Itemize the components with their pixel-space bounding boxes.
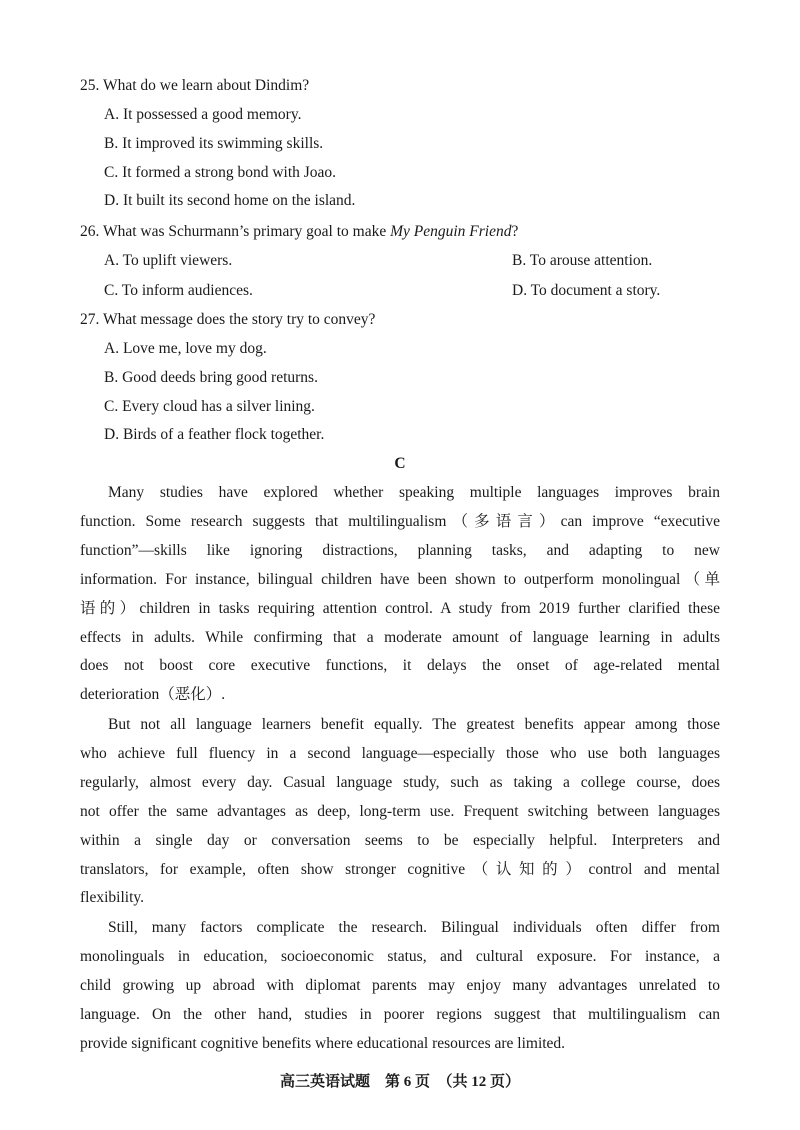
paragraph-line: flexibility.: [80, 889, 144, 907]
stem-text: ?: [511, 223, 519, 240]
page-footer: 高三英语试题 第 6 页 （共 12 页）: [279, 1074, 520, 1090]
paragraph-line: who achieve full fluency in a second language—especially those who use both languages: [80, 744, 720, 762]
paragraph-line: Many studies have explored whether speaking multiple languages improves brain: [108, 484, 720, 501]
question-stem: 25. What do we learn about Dindim?: [80, 77, 310, 94]
option-c: C. Every cloud has a silver lining.: [104, 398, 315, 415]
option-c: C. To inform audiences.: [104, 282, 253, 299]
section-label: C: [394, 455, 406, 472]
option-a: A. To uplift viewers.: [104, 252, 233, 269]
paragraph-line: 语的）children in tasks requiring attention control. A study from 2019 further clarified these: [80, 599, 720, 617]
paragraph-line: function”—skills like ignoring distractions, planning tasks, and adapting to new: [80, 541, 720, 559]
paragraph-line: does not boost core executive functions, it delays the onset of age-related mental: [80, 657, 720, 675]
paragraph-line: translators, for example, often show stronger cognitive（认知的）control and mental: [80, 860, 720, 878]
question-stem: 27. What message does the story try to convey?: [80, 311, 376, 328]
paragraph-line: effects in adults. While confirming that a moderate amount of language learning in adults: [80, 628, 720, 646]
paragraph-line: within a single day or conversation seems to be especially helpful. Interpreters and: [80, 831, 720, 849]
option-a: A. Love me, love my dog.: [104, 340, 267, 357]
option-c: C. It formed a strong bond with Joao.: [104, 164, 337, 181]
option-a: A. It possessed a good memory.: [104, 106, 302, 123]
paragraph-line: child growing up abroad with diplomat parents may enjoy many advantages unrelated to: [80, 976, 720, 994]
paragraph-line: language. On the other hand, studies in poorer regions suggest that multilingualism can: [80, 1005, 720, 1023]
option-d: D. It built its second home on the island.: [104, 192, 356, 209]
paragraph-line: regularly, almost every day. Casual language study, such as taking a college course, does: [80, 773, 720, 791]
option-b: B. To arouse attention.: [512, 252, 653, 269]
option-d: D. Birds of a feather flock together.: [104, 426, 325, 443]
paragraph-line: monolinguals in education, socioeconomic status, and cultural exposure. For instance, a: [80, 947, 720, 965]
paragraph-line: information. For instance, bilingual children have been shown to outperform monolingual（单: [80, 570, 720, 588]
question-stem: [80, 222, 518, 242]
option-b: B. Good deeds bring good returns.: [104, 369, 318, 386]
option-d: D. To document a story.: [512, 282, 661, 299]
option-b: B. It improved its swimming skills.: [104, 135, 324, 152]
paragraph-line: deterioration（恶化）.: [80, 686, 226, 704]
paragraph-line: But not all language learners benefit equally. The greatest benefits appear among those: [108, 716, 720, 733]
paragraph-line: not offer the same advantages as deep, long-term use. Frequent switching between languages: [80, 802, 720, 820]
film-title: My Penguin Friend: [390, 223, 512, 240]
paragraph-line: Still, many factors complicate the research. Bilingual individuals often differ from: [108, 919, 720, 936]
stem-text: 26. What was Schurmann’s primary goal to make: [80, 223, 391, 240]
paragraph-line: provide significant cognitive benefits where educational resources are limited.: [80, 1034, 566, 1052]
paragraph-line: function. Some research suggests that multilingualism（多语言）can improve “executive: [80, 512, 720, 530]
